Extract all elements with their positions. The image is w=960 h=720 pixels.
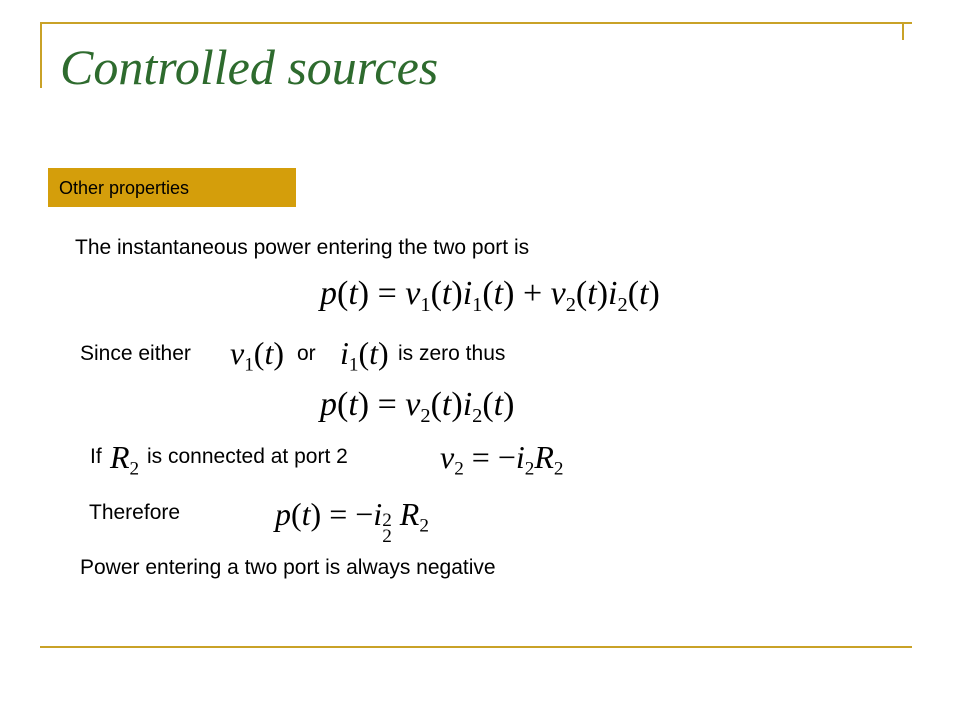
slide-title: Controlled sources xyxy=(60,39,439,95)
top-rule xyxy=(40,22,912,24)
equation-r2: $R_2$ xyxy=(110,439,140,480)
section-badge xyxy=(48,168,296,207)
equation-i1: $i_1(t)$ xyxy=(340,335,389,376)
left-rule xyxy=(40,22,42,88)
section-label: Other properties xyxy=(59,178,190,198)
intro-text: The instantaneous power entering the two port is xyxy=(75,236,530,259)
since-text-b: or xyxy=(297,342,316,365)
bottom-rule xyxy=(40,646,912,648)
therefore-text: Therefore xyxy=(89,501,181,524)
if-text-a: If xyxy=(90,445,102,468)
equation-reduced-power: $p(t) = v_2(t)i_2(t)$ xyxy=(320,386,515,428)
since-text-a: Since either xyxy=(80,342,191,365)
conclusion-text: Power entering a two port is always negative xyxy=(80,556,496,579)
equation-v2-relation: $v_2 = -i_2R_2$ xyxy=(440,439,564,480)
since-text-c: is zero thus xyxy=(398,342,506,365)
right-rule xyxy=(902,22,904,40)
equation-v1: $v_1(t)$ xyxy=(230,335,284,376)
equation-final-power: p(t) = −i 2 2 $R_2$ xyxy=(275,496,429,548)
equation-total-power: $p(t) = v_1(t)i_1(t) + v_2(t)i_2(t)$ xyxy=(320,275,660,317)
if-text-b: is connected at port 2 xyxy=(147,445,348,468)
